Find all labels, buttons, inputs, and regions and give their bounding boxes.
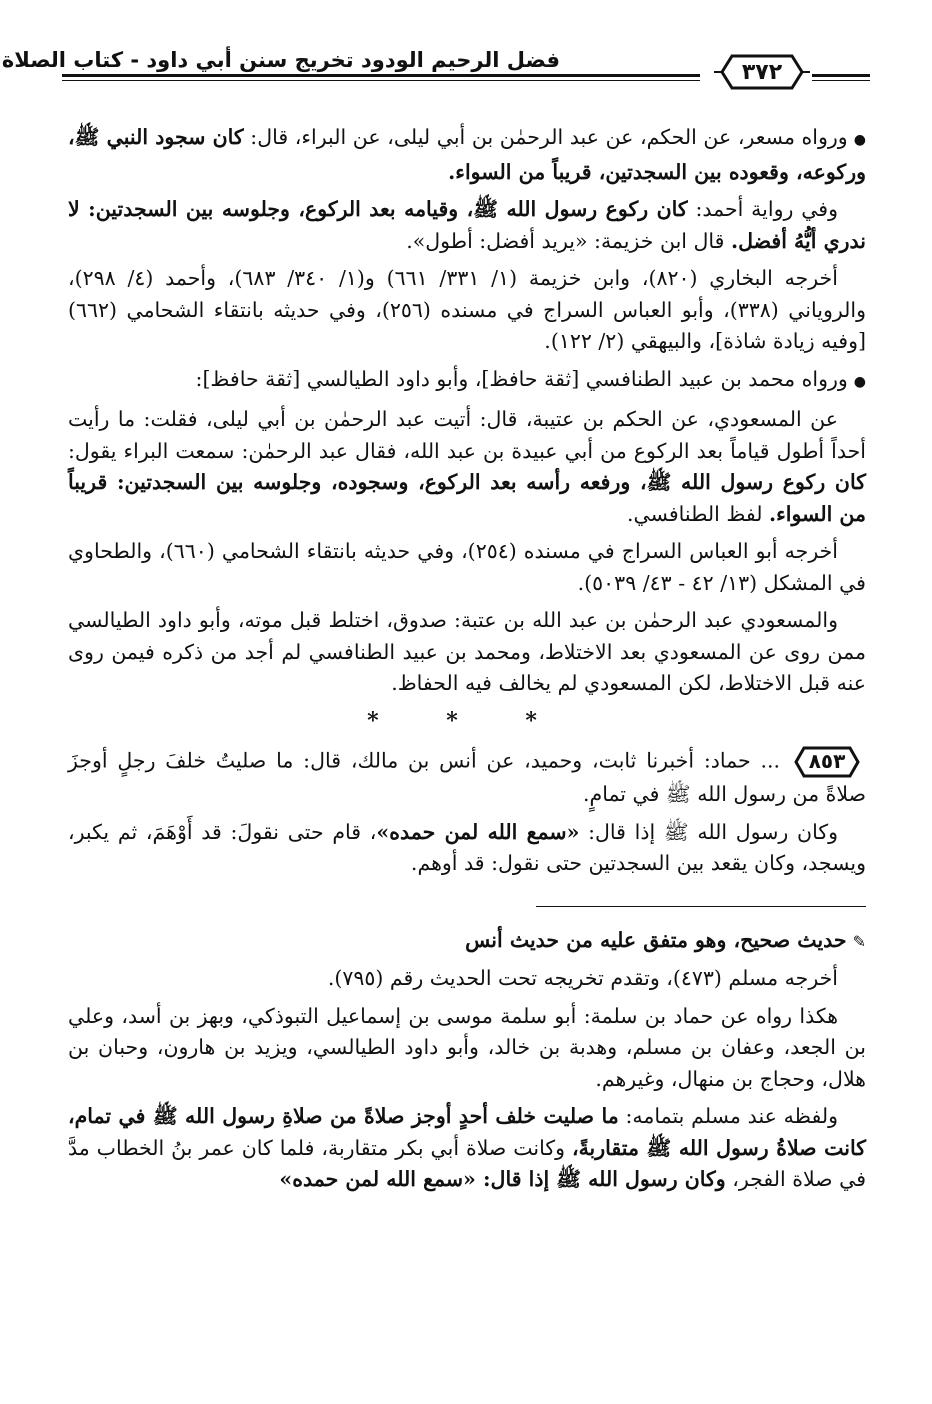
hadith-text: ... حماد: أخبرنا ثابت، وحميد، عن أنس بن مالك، قال: ما صليتُ خلفَ رجلٍ أوجزَ صلاةً من رسول الله ﷺ في تمامٍ.	[68, 748, 866, 806]
hadith-continuation	[68, 817, 866, 880]
paragraph-text: أخرجه أبو العباس السراج في مسنده (٢٥٤)، وفي حديثه بانتقاء الشحامي (٦٦٠)، والطحاوي في المشكل (١٣/ ٤٢ - ٤٣/ ٥٠٣٩).	[68, 539, 866, 595]
section-stars: * * *	[367, 707, 567, 734]
verdict-text: حديث صحيح، وهو متفق عليه من حديث أنس	[465, 927, 847, 952]
header-rule-right	[812, 74, 870, 77]
paragraph-text: والمسعودي عبد الرحمٰن بن عبد الله بن عتبة: صدوق، اختلط قبل موته، وأبو داود الطيالسي ممن روى عن المسعودي بعد الاختلاط، ومحمد بن عبيد الطنافسي لم أجد من ذكره فيمن روى عنه قبل الاختلاط، لكن المسعودي لم يخالف فيه الحفاظ.	[68, 608, 866, 695]
paragraph	[68, 536, 866, 599]
paragraph	[68, 963, 866, 995]
hadith-number-badge	[788, 745, 866, 779]
hadith-paragraph	[68, 745, 866, 811]
bullet-icon: ●	[853, 373, 866, 390]
paragraph	[68, 194, 866, 257]
verdict-icon: ✎	[852, 931, 866, 951]
hadith-number: ٨٥٣	[808, 749, 846, 774]
header-rule-right-thin	[812, 80, 870, 81]
hadith-quote: وكان رسول الله ﷺ إذا قال: «سمع الله لمن حمده»	[279, 1167, 726, 1191]
paragraph	[68, 404, 866, 530]
footnote-divider	[536, 906, 866, 907]
paragraph	[68, 122, 866, 188]
paragraph	[68, 605, 866, 700]
hadith-quote: كان سجود النبي ﷺ، وركوعه، وقعوده بين السجدتين، قريباً من السواء.	[68, 125, 866, 184]
page-number-badge	[712, 52, 812, 92]
paragraph	[68, 1001, 866, 1096]
paragraph-text: لفظ الطنافسي.	[626, 501, 769, 526]
header-rule-thin	[62, 80, 700, 81]
page-number: ٣٧٢	[741, 59, 783, 85]
page-body	[68, 122, 866, 1202]
paragraph-text: قال ابن خزيمة: «يريد أفضل: أطول».	[406, 228, 731, 253]
paragraph-text: ولفظه عند مسلم بتمامه:	[618, 1104, 838, 1128]
running-title: فضل الرحيم الودود تخريج سنن أبي داود - كتاب الصلاة	[1, 48, 560, 72]
bullet-icon: ●	[853, 132, 867, 148]
paragraph-text: أخرجه مسلم (٤٧٣)، وتقدم تخريجه تحت الحديث رقم (٧٩٥).	[327, 966, 838, 990]
hadith-quote: «سمع الله لمن حمده»	[376, 819, 580, 844]
hadith-quote: ما صليت خلف أحدٍ أوجز صلاةً من صلاةِ رسول الله ﷺ في تمام، كانت صلاةُ رسول الله ﷺ متقاربةً،	[68, 1104, 866, 1160]
paragraph-text: عن المسعودي، عن الحكم بن عتيبة، قال: أتيت عبد الرحمٰن بن أبي ليلى، فقلت: ما رأيت أحداً أطول قياماً بعد الركوع من أبي عبيدة بن عبد الله، فقال عبد الرحمٰن: سمعت البراء يقول:	[68, 407, 866, 463]
header-rule	[62, 74, 700, 77]
hadith-text: وكان رسول الله ﷺ إذا قال:	[579, 819, 838, 844]
hadith-quote: كان ركوع رسول الله ﷺ، ورفعه رأسه بعد الركوع، وسجوده، وجلوسه بين السجدتين: قريباً من السواء.	[68, 470, 866, 526]
paragraph	[68, 1101, 866, 1196]
hadith-quote: كان ركوع رسول الله ﷺ، وقيامه بعد الركوع، وجلوسه بين السجدتين: لا ندري أيُّهُ أفضل.	[68, 197, 866, 253]
paragraph-text: أخرجه البخاري (٨٢٠)، وابن خزيمة (١/ ٣٣١/ ٦٦١) و(١/ ٣٤٠/ ٦٨٣)، وأحمد (٤/ ٢٩٨)، والروياني (٣٣٨)، وأبو العباس السراج في مسنده (٢٥٦)، وفي حديثه بانتقاء الشحامي (٦٦٢) [وفيه زيادة شاذة]، والبيهقي (٢/ ١٢٢).	[68, 266, 867, 353]
paragraph-text: وفي رواية أحمد:	[687, 197, 838, 221]
paragraph-text: هكذا رواه عن حماد بن سلمة: أبو سلمة موسى بن إسماعيل التبوذكي، وبهز بن أسد، وعلي بن الجعد، وعفان بن مسلم، وهدبة بن خالد، وأبو داود الطيالسي، ويزيد بن هارون، وحبان بن هلال، وحجاج بن منهال، وغيرهم.	[68, 1003, 866, 1091]
page-header	[1, 44, 870, 100]
verdict-line	[68, 925, 866, 958]
hadith-text: ، قام حتى نقولَ: قد أَوْهَمَ، ثم يكبر، ويسجد، وكان يقعد بين السجدتين حتى نقول: قد أوهم.	[68, 819, 866, 875]
paragraph-text: وكانت صلاة أبي بكر متقاربة، فلما كان عمر بنُ الخطاب مدَّ في صلاة الفجر،	[68, 1135, 866, 1191]
paragraph	[68, 263, 866, 358]
paragraph-text: ورواه محمد بن عبيد الطنافسي [ثقة حافظ]، وأبو داود الطيالسي [ثقة حافظ]:	[195, 366, 848, 391]
paragraph	[68, 364, 866, 399]
paragraph-text: ورواه مسعر، عن الحكم، عن عبد الرحمٰن بن أبي ليلى، عن البراء، قال:	[243, 125, 848, 149]
